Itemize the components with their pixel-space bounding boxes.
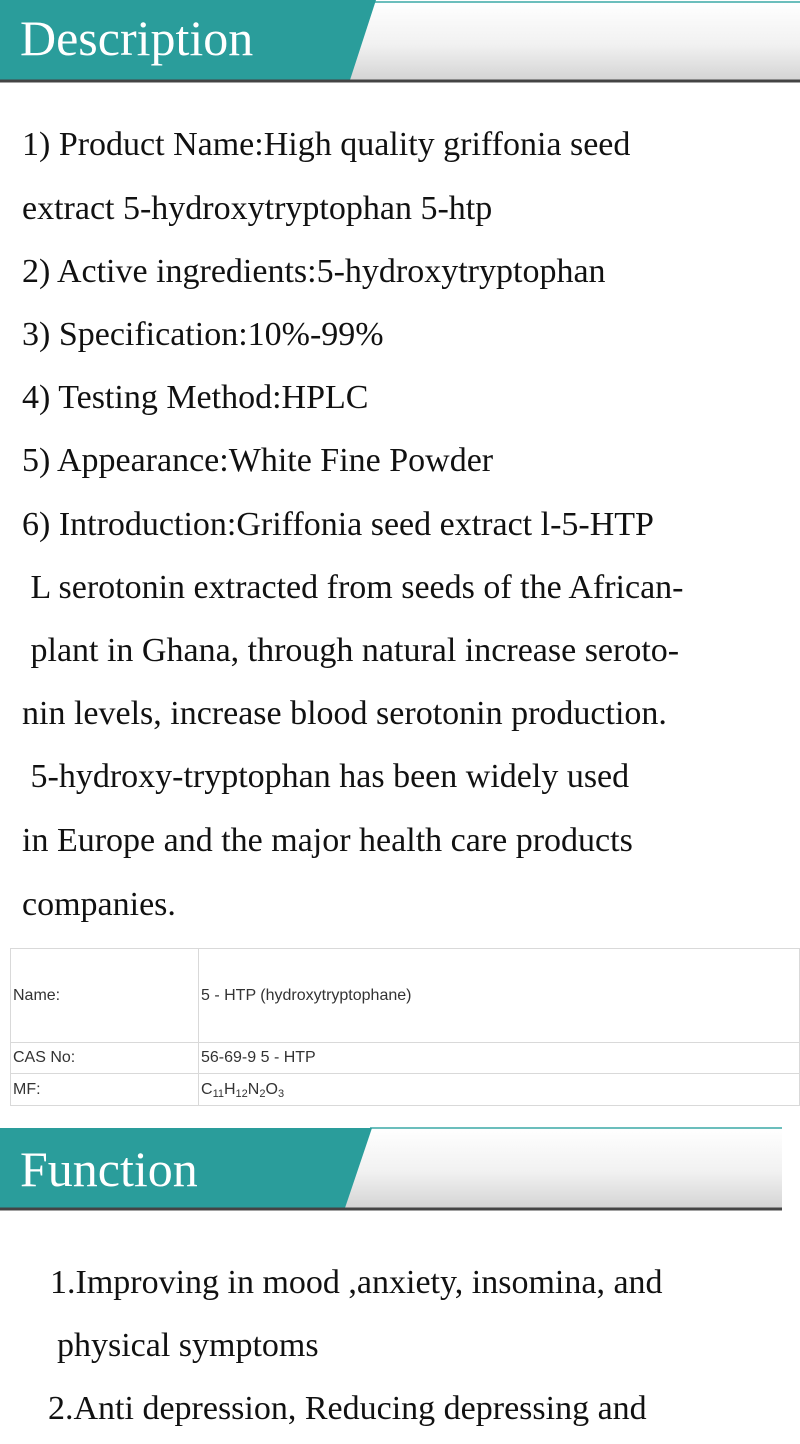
description-line: 2) Active ingredients:5-hydroxytryptophan (22, 253, 606, 290)
description-line: companies. (22, 886, 176, 923)
function-line: physical symptoms (57, 1327, 319, 1364)
name-value: 5 - HTP (hydroxytryptophane) (199, 949, 800, 1043)
mf-subscript: 2 (259, 1087, 266, 1100)
table-row (11, 1043, 800, 1074)
description-line: in Europe and the major health care products (22, 822, 633, 859)
mf-subscript: 11 (212, 1087, 224, 1100)
description-line: L serotonin extracted from seeds of the African- (22, 569, 684, 606)
mf-element: N (247, 1080, 260, 1098)
description-line: extract 5-hydroxytryptophan 5-htp (22, 190, 493, 227)
mf-subscript: 12 (235, 1087, 248, 1100)
mf-element: C (201, 1080, 213, 1098)
table-row (11, 1074, 800, 1106)
function-line: 1.Improving in mood ,anxiety, insomina, and (50, 1264, 663, 1301)
description-line: 1) Product Name:High quality griffonia seed (22, 126, 631, 163)
description-line: 3) Specification:10%-99% (22, 316, 384, 353)
cas-value: 56-69-9 5 - HTP (199, 1043, 800, 1074)
table-row (11, 949, 800, 1043)
description-banner (0, 0, 800, 84)
mf-subscript: 3 (277, 1087, 285, 1100)
function-line: 2.Anti depression, Reducing depressing and (48, 1390, 647, 1427)
function-banner (0, 1126, 800, 1212)
description-title: Description (20, 10, 254, 66)
description-line: 5-hydroxy-tryptophan has been widely used (22, 758, 630, 795)
description-line: 4) Testing Method:HPLC (22, 379, 369, 416)
cas-label: CAS No: (11, 1043, 199, 1074)
name-label: Name: (11, 949, 199, 1043)
spec-table (10, 948, 800, 1106)
mf-element: H (223, 1080, 236, 1098)
mf-value (199, 1074, 800, 1106)
mf-element: O (265, 1080, 278, 1098)
description-line: 6) Introduction:Griffonia seed extract l-5-HTP (22, 506, 654, 543)
description-line: nin levels, increase blood serotonin production. (22, 695, 667, 732)
mf-label: MF: (11, 1074, 199, 1106)
description-line: plant in Ghana, through natural increase seroto- (22, 632, 680, 669)
description-line: 5) Appearance:White Fine Powder (22, 442, 494, 479)
function-title: Function (20, 1141, 198, 1197)
